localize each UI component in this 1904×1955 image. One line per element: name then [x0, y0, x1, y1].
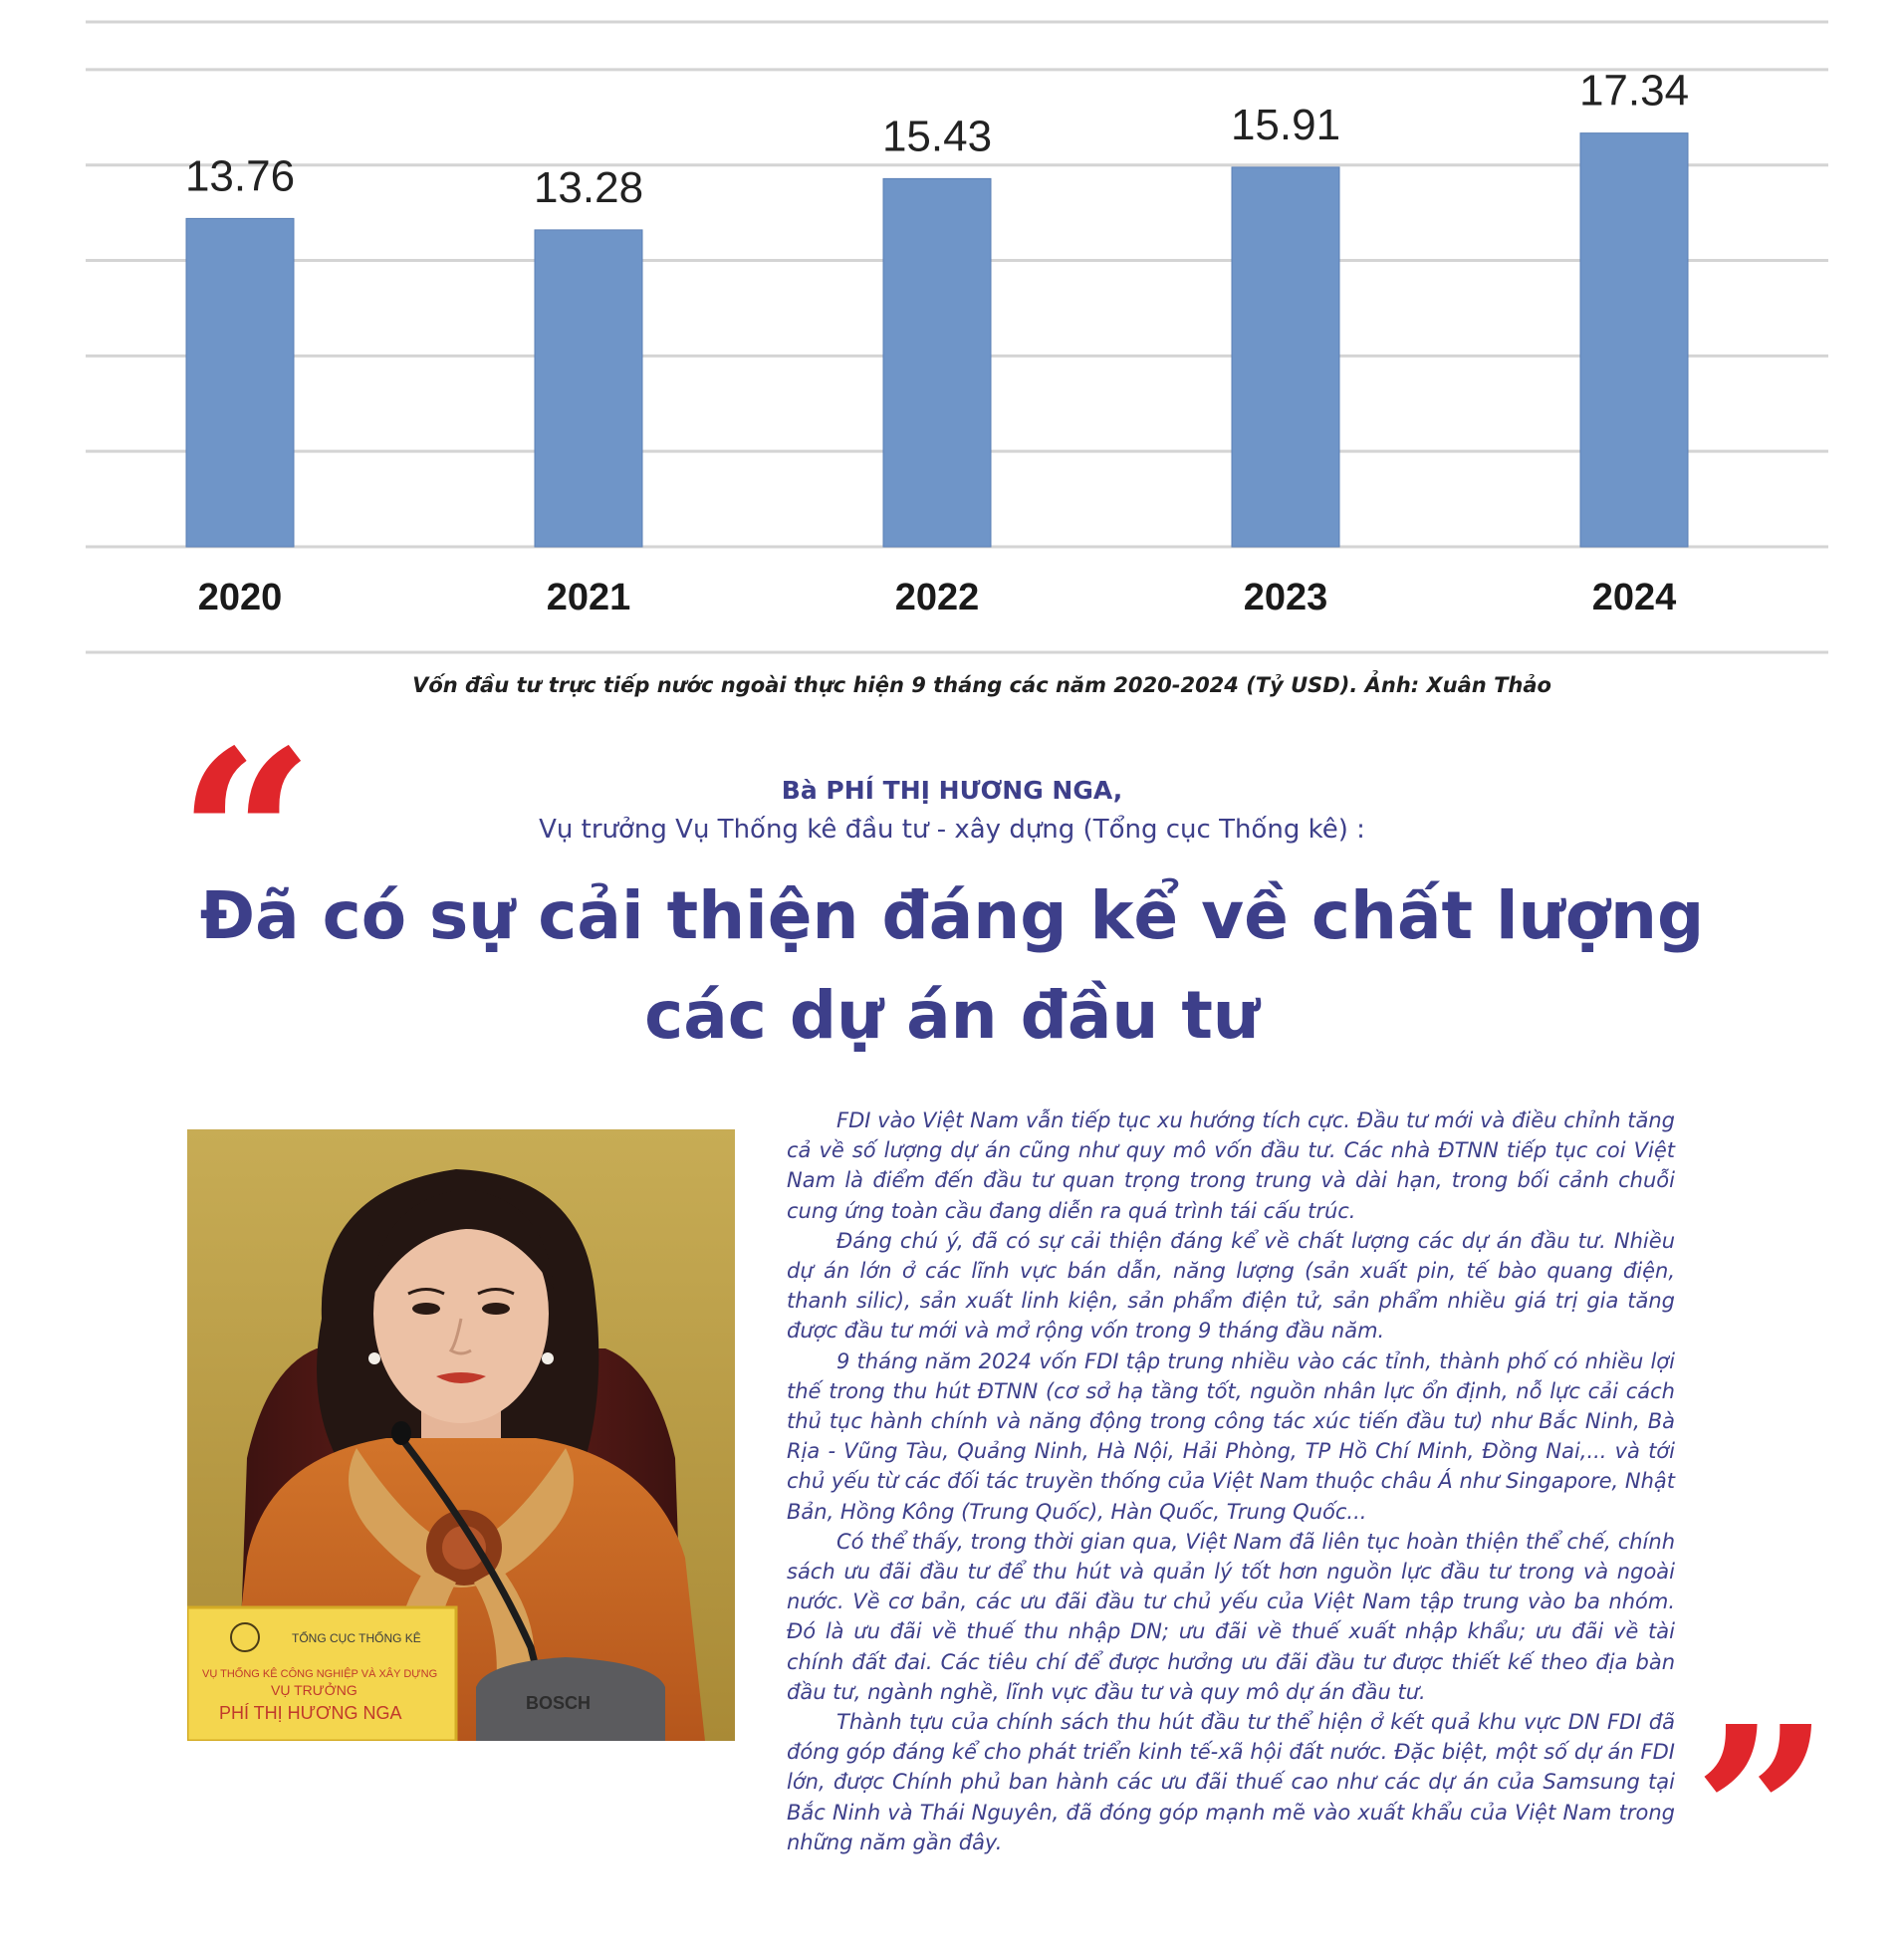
speaker-name: Bà PHÍ THỊ HƯƠNG NGA, [781, 776, 1123, 805]
chart-caption: Vốn đầu tư trực tiếp nước ngoài thực hiện 9 tháng các năm 2020-2024 (Tỷ USD). Ảnh: Xuân Thảo [412, 673, 1551, 697]
headline [0, 866, 1904, 1066]
chart-x-tick-labels [198, 577, 1677, 618]
bar-2021 [535, 230, 642, 547]
x-tick-label-2020: 2020 [197, 577, 283, 618]
chart-bars [186, 133, 1688, 547]
x-tick-label-2024: 2024 [1591, 577, 1677, 618]
bar-2023 [1232, 167, 1339, 547]
speaker-title: Vụ trưởng Vụ Thống kê đầu tư - xây dựng (Tổng cục Thống kê) : [539, 815, 1365, 845]
nameplate-dept: VỤ THỐNG KÊ CÔNG NGHIỆP VÀ XÂY DỰNG [202, 1668, 438, 1680]
headline-line-2: các dự án đầu tư [644, 977, 1260, 1054]
bar-2024 [1580, 133, 1688, 547]
mic-brand: BOSCH [526, 1693, 592, 1713]
article-body [787, 1105, 1675, 1857]
value-label-2024: 17.34 [1578, 66, 1690, 116]
article-paragraph: FDI vào Việt Nam vẫn tiếp tục xu hướng tích cực. Đầu tư mới và điều chỉnh tăng cả về số lượng dự án cũng như quy mô vốn đầu tư. Các nhà ĐTNN tiếp tục coi Việt Nam là điểm đến đầu tư quan trọng trong trung và dài hạn, trong bối cảnh chuỗi cung ứng toàn cầu đang diễn ra quá trình tái cấu trúc. [787, 1108, 1675, 1223]
close-quote-mark: ” [1693, 1674, 1831, 1955]
article-paragraph: Có thể thấy, trong thời gian qua, Việt Nam đã liên tục hoàn thiện thể chế, chính sách ưu đãi đầu tư để thu hút và quản lý tốt hơn nguồn lực đầu tư trong và ngoài nước. Về cơ bản, các ưu đãi đầu tư chủ yếu của Việt Nam tập trung vào ba nhóm. Đó là ưu đãi về thuế thu nhập DN; ưu đãi về thuế xuất nhập khẩu; ưu đãi về tài chính đất đai. Các tiêu chí để được hưởng ưu đãi đầu tư được thiết kế theo địa bàn đầu tư, ngành nghề, lĩnh vực đầu tư và quy mô dự án đầu tư. [787, 1529, 1675, 1704]
article-paragraph: Thành tựu của chính sách thu hút đầu tư thể hiện ở kết quả khu vực DN FDI đã đóng góp đáng kể cho phát triển kinh tế-xã hội đất nước. Đặc biệt, một số dự án FDI lớn, được Chính phủ ban hành các ưu đãi thuế cao như các dự án của Samsung tại Bắc Ninh và Thái Nguyên, đã đóng góp mạnh mẽ vào xuất khẩu của Việt Nam trong những năm gần đây. [787, 1710, 1675, 1854]
speaker-photo [187, 1129, 735, 1741]
x-tick-label-2023: 2023 [1243, 577, 1328, 618]
nameplate-name: PHÍ THỊ HƯƠNG NGA [219, 1703, 402, 1723]
value-label-2020: 13.76 [184, 151, 296, 201]
article-paragraph: Đáng chú ý, đã có sự cải thiện đáng kể về chất lượng các dự án đầu tư. Nhiều dự án lớn ở các lĩnh vực bán dẫn, năng lượng (sản xuất pin, tế bào quang điện, thanh silic), sản xuất linh kiện, sản phẩm điện tử, sản phẩm nhiều giá trị gia tăng được đầu tư mới và mở rộng vốn trong 9 tháng đầu năm. [787, 1228, 1675, 1344]
bar-2022 [883, 178, 991, 547]
x-tick-label-2022: 2022 [894, 577, 980, 618]
value-label-2023: 15.91 [1230, 100, 1341, 149]
fdi-bar-chart [0, 0, 1904, 677]
bar-2020 [186, 218, 294, 547]
value-label-2022: 15.43 [881, 112, 993, 161]
x-tick-label-2021: 2021 [546, 577, 631, 618]
headline-line-1: Đã có sự cải thiện đáng kể về chất lượng [199, 877, 1705, 954]
nameplate-org: TỔNG CỤC THỐNG KÊ [292, 1631, 421, 1645]
article-paragraph: 9 tháng năm 2024 vốn FDI tập trung nhiều vào các tỉnh, thành phố có nhiều lợi thế trong thu hút ĐTNN (cơ sở hạ tầng tốt, nguồn nhân lực ổn định, nỗ lực cải cách thủ tục hành chính và năng động trong công tác xúc tiến đầu tư) như Bắc Ninh, Bà Rịa - Vũng Tàu, Quảng Ninh, Hà Nội, Hải Phòng, TP Hồ Chí Minh, Đồng Nai,... và tới chủ yếu từ các đối tác truyền thống của Việt Nam thuộc châu Á như Singapore, Nhật Bản, Hồng Kông (Trung Quốc), Hàn Quốc, Trung Quốc... [787, 1348, 1675, 1524]
value-label-2021: 13.28 [533, 162, 644, 212]
open-quote-mark: “ [177, 698, 316, 979]
nameplate-role: VỤ TRƯỞNG [271, 1682, 357, 1698]
